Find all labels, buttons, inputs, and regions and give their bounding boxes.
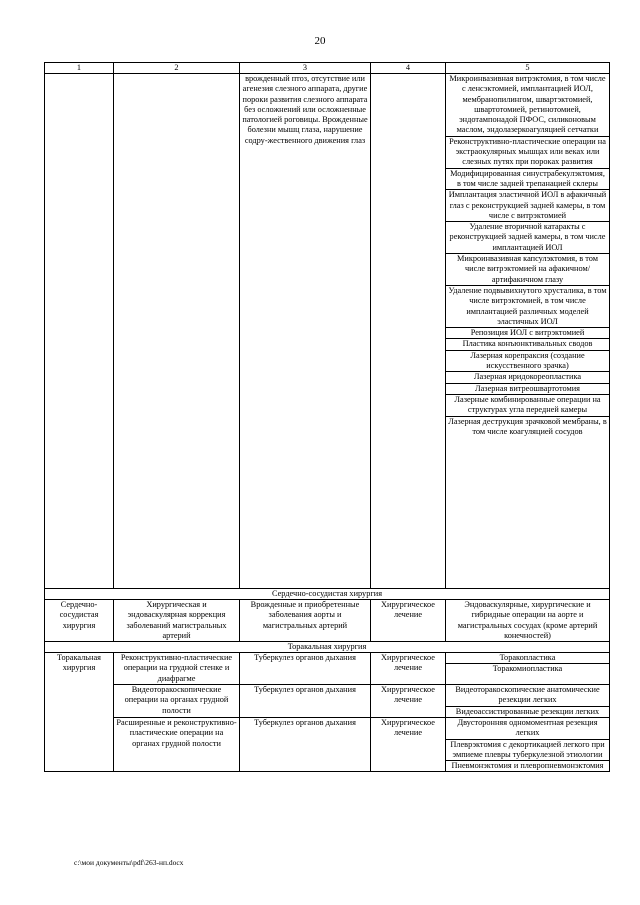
thoracic-row-2 [45,685,610,718]
thoracic-r2-col-2: Видеоторакоскопические операции на органах грудной полости [114,685,240,718]
header-col-2: 2 [114,63,240,74]
thoracic-r1-col-2: Реконструктивно-пластические операции на грудной стенке и диафрагме [114,653,240,685]
cont-col-5 [446,74,610,589]
procedure-item: Видеоассистированные резекции легких [455,706,600,716]
procedure-item: Репозиция ИОЛ с витрэктомией [446,328,609,339]
cont-col-2 [114,74,240,589]
procedure-item: Удаление подвывихнутого хрусталика, в том числе витрэктомией, в том числе имплантацией различных моделей эластичных ИОЛ [446,286,609,328]
header-col-4: 4 [371,63,446,74]
thoracic-r1-col-4: Хирургическое лечение [371,653,446,685]
cardio-col-4: Хирургическое лечение [371,600,446,642]
thoracic-row-3 [45,717,610,771]
thoracic-r2-col-5 [446,685,610,718]
procedure-item: Пластика конъюнктивальных сводов [446,339,609,350]
header-row [45,63,610,74]
procedure-item: Видеоторакоскопические анатомические резекции легких [446,685,609,707]
thoracic-r3-col-4: Хирургическое лечение [371,717,446,771]
cardio-col-1: Сердечно-сосудистая хирургия [45,600,114,642]
procedure-item: Модифицированная синустрабекулэктомия, в том числе задней трепанацией склеры [446,169,609,191]
procedures-table [44,62,610,772]
cont-col-1 [45,74,114,589]
procedure-item: Пневмонэктомия и плевропневмонэктомия [451,761,604,771]
procedure-item: Реконструктивно-пластические операции на экстраокулярных мышцах или веках или слезных путях при пороках развития [446,137,609,169]
cont-col-4 [371,74,446,589]
cardio-row [45,600,610,642]
procedure-item: Лазерные комбинированные операции на структурах угла передней камеры [446,395,609,417]
footer-file-path: c:\мои документы\pdf\263-нп.docx [74,858,184,867]
procedure-item: Торакомиопластика [492,664,563,674]
thoracic-row-1 [45,653,610,685]
procedure-item: Двусторонняя одномоментная резекция легких [446,718,609,740]
procedure-item: Имплантация эластичной ИОЛ в афакичный глаз с реконструкцией задней камеры, в том числе с витрэктомией [446,190,609,222]
thoracic-r3-col-5 [446,717,610,771]
thoracic-col-1: Торакальная хирургия [45,653,114,772]
cardio-col-5: Эндоваскулярные, хирургические и гибридные операции на аорте и магистральных сосудах (кроме артерий конечностей) [446,600,610,642]
header-col-5: 5 [446,63,610,74]
thoracic-r3-col-3: Туберкулез органов дыхания [240,717,371,771]
procedure-item: Лазерная корепраксия (создание искусственного зрачка) [446,351,609,373]
page-number: 20 [314,35,326,47]
section-row-thoracic [45,642,610,653]
procedure-item: Плеврэктомия с декортикацией легкого при эмпиеме плевры туберкулезной этиологии [446,740,609,762]
cont-col-3: врожденный птоз, отсутствие или агенезия слезного аппарата, другие пороки развития слезного аппарата без осложнений или осложненные патологией роговицы. Врожденные болезни мышц глаза, нарушение содру-жественного движения глаз [240,74,371,589]
cardio-col-3: Врожденные и приобретенные заболевания аорты и магистральных артерий [240,600,371,642]
procedure-item: Лазерная витреошвартотомия [446,384,609,395]
procedure-item: Удаление вторичной катаракты с реконструкцией задней камеры, в том числе имплантацией ИОЛ [446,222,609,254]
section-title-cardio: Сердечно-сосудистая хирургия [45,589,610,600]
thoracic-r1-col-5 [446,653,610,685]
thoracic-r1-col-3: Туберкулез органов дыхания [240,653,371,685]
procedure-item: Микроинвазивная капсулэктомия, в том числе витрэктомией на афакичном/артифакичном глазу [446,254,609,286]
thoracic-r2-col-4: Хирургическое лечение [371,685,446,718]
continuation-row [45,74,610,589]
thoracic-r2-col-3: Туберкулез органов дыхания [240,685,371,718]
section-title-thoracic: Торакальная хирургия [45,642,610,653]
procedure-item: Лазерная деструкция зрачковой мембраны, в том числе коагуляцией сосудов [448,416,607,436]
procedure-item: Лазерная иридокореопластика [446,372,609,383]
procedure-item: Микроинвазивная витрэктомия, в том числе с ленсэктомией, имплантацией ИОЛ, мембранопилингом, швартэктомией, швартотомией, ретинотомией, эндотампонадой ПФОС, силиконовым маслом, эндолазеркоагуляцией сетчатки [446,74,609,137]
section-row-cardio [45,589,610,600]
thoracic-r3-col-2: Расширенные и реконструктивно-пластические операции на органах грудной полости [114,717,240,771]
procedure-item: Торакопластика [446,653,609,664]
header-col-1: 1 [45,63,114,74]
header-col-3: 3 [240,63,371,74]
cardio-col-2: Хирургическая и эндоваскулярная коррекция заболеваний магистральных артерий [114,600,240,642]
